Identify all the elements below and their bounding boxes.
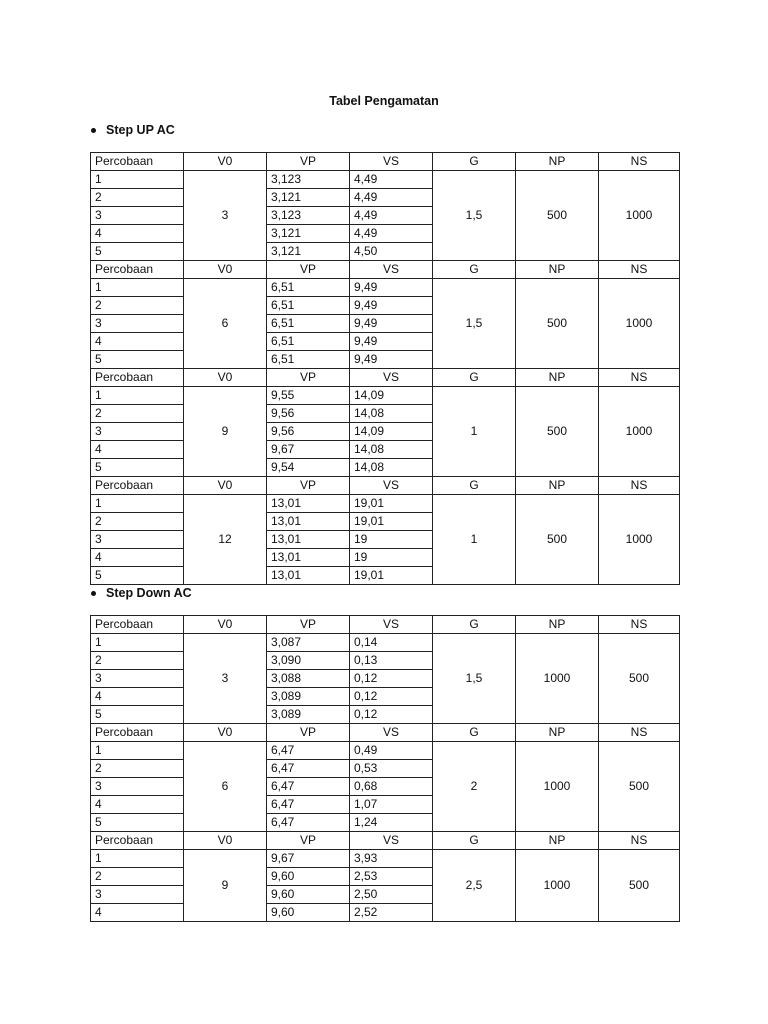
- vp-cell: 9,60: [267, 868, 350, 886]
- vp-cell: 13,01: [267, 495, 350, 513]
- vs-cell: 14,09: [350, 423, 433, 441]
- header-np: NP: [516, 153, 599, 171]
- vp-cell: 6,47: [267, 742, 350, 760]
- trial-number-cell: 1: [91, 279, 184, 297]
- trial-number-cell: 4: [91, 441, 184, 459]
- vp-cell: 6,47: [267, 814, 350, 832]
- header-vp: VP: [267, 477, 350, 495]
- v0-cell: 12: [184, 495, 267, 585]
- vp-cell: 13,01: [267, 531, 350, 549]
- vs-cell: 4,49: [350, 171, 433, 189]
- vp-cell: 9,67: [267, 850, 350, 868]
- step-down-table: [90, 615, 680, 922]
- np-cell: 1000: [516, 850, 599, 922]
- vs-cell: 0,13: [350, 652, 433, 670]
- vs-cell: 1,07: [350, 796, 433, 814]
- bullet-icon: [91, 128, 96, 133]
- vp-cell: 9,54: [267, 459, 350, 477]
- trial-number-cell: 2: [91, 297, 184, 315]
- vs-cell: 0,53: [350, 760, 433, 778]
- vp-cell: 3,090: [267, 652, 350, 670]
- np-cell: 1000: [516, 634, 599, 724]
- vs-cell: 14,08: [350, 405, 433, 423]
- document-title: Tabel Pengamatan: [329, 94, 439, 108]
- header-vs: VS: [350, 261, 433, 279]
- trial-number-cell: 1: [91, 495, 184, 513]
- vs-cell: 19: [350, 531, 433, 549]
- trial-number-cell: 3: [91, 886, 184, 904]
- trial-number-cell: 2: [91, 405, 184, 423]
- trial-number-cell: 3: [91, 778, 184, 796]
- header-percobaan: Percobaan: [91, 369, 184, 387]
- v0-cell: 6: [184, 742, 267, 832]
- header-percobaan: Percobaan: [91, 616, 184, 634]
- trial-number-cell: 3: [91, 207, 184, 225]
- v0-cell: 6: [184, 279, 267, 369]
- section-heading-label: Step UP AC: [106, 123, 175, 137]
- header-vs: VS: [350, 832, 433, 850]
- header-g: G: [433, 616, 516, 634]
- header-vs: VS: [350, 369, 433, 387]
- header-vs: VS: [350, 153, 433, 171]
- header-v0: V0: [184, 724, 267, 742]
- v0-cell: 3: [184, 171, 267, 261]
- header-np: NP: [516, 369, 599, 387]
- vs-cell: 0,12: [350, 706, 433, 724]
- trial-number-cell: 5: [91, 567, 184, 585]
- vs-cell: 2,50: [350, 886, 433, 904]
- header-ns: NS: [599, 832, 680, 850]
- table-row: [91, 279, 680, 297]
- vp-cell: 13,01: [267, 549, 350, 567]
- header-v0: V0: [184, 477, 267, 495]
- vs-cell: 9,49: [350, 315, 433, 333]
- table-header-row: [91, 616, 680, 634]
- vp-cell: 3,121: [267, 225, 350, 243]
- vs-cell: 4,49: [350, 225, 433, 243]
- header-v0: V0: [184, 832, 267, 850]
- table-row: [91, 171, 680, 189]
- trial-number-cell: 2: [91, 513, 184, 531]
- vp-cell: 3,088: [267, 670, 350, 688]
- trial-number-cell: 1: [91, 171, 184, 189]
- vp-cell: 3,121: [267, 243, 350, 261]
- vp-cell: 6,51: [267, 297, 350, 315]
- header-ns: NS: [599, 261, 680, 279]
- header-g: G: [433, 369, 516, 387]
- header-vp: VP: [267, 832, 350, 850]
- ns-cell: 1000: [599, 495, 680, 585]
- header-np: NP: [516, 261, 599, 279]
- vp-cell: 3,123: [267, 207, 350, 225]
- header-np: NP: [516, 477, 599, 495]
- vs-cell: 14,09: [350, 387, 433, 405]
- trial-number-cell: 5: [91, 459, 184, 477]
- vs-cell: 19,01: [350, 495, 433, 513]
- header-vp: VP: [267, 153, 350, 171]
- vs-cell: 0,68: [350, 778, 433, 796]
- bullet-icon: [91, 591, 96, 596]
- header-vs: VS: [350, 616, 433, 634]
- header-np: NP: [516, 724, 599, 742]
- v0-cell: 9: [184, 387, 267, 477]
- header-percobaan: Percobaan: [91, 153, 184, 171]
- trial-number-cell: 3: [91, 531, 184, 549]
- trial-number-cell: 2: [91, 760, 184, 778]
- vs-cell: 19: [350, 549, 433, 567]
- trial-number-cell: 4: [91, 333, 184, 351]
- np-cell: 1000: [516, 742, 599, 832]
- vp-cell: 9,60: [267, 886, 350, 904]
- np-cell: 500: [516, 387, 599, 477]
- header-ns: NS: [599, 153, 680, 171]
- header-vp: VP: [267, 616, 350, 634]
- vp-cell: 3,089: [267, 688, 350, 706]
- vp-cell: 13,01: [267, 513, 350, 531]
- vs-cell: 9,49: [350, 297, 433, 315]
- table-header-row: [91, 832, 680, 850]
- ns-cell: 500: [599, 742, 680, 832]
- trial-number-cell: 1: [91, 850, 184, 868]
- g-cell: 1: [433, 495, 516, 585]
- vs-cell: 0,12: [350, 688, 433, 706]
- header-ns: NS: [599, 477, 680, 495]
- ns-cell: 1000: [599, 387, 680, 477]
- table-row: [91, 387, 680, 405]
- table-header-row: [91, 261, 680, 279]
- header-percobaan: Percobaan: [91, 477, 184, 495]
- vp-cell: 3,089: [267, 706, 350, 724]
- header-v0: V0: [184, 153, 267, 171]
- vp-cell: 9,56: [267, 405, 350, 423]
- vp-cell: 3,123: [267, 171, 350, 189]
- vp-cell: 3,087: [267, 634, 350, 652]
- trial-number-cell: 1: [91, 387, 184, 405]
- ns-cell: 500: [599, 634, 680, 724]
- trial-number-cell: 5: [91, 351, 184, 369]
- ns-cell: 500: [599, 850, 680, 922]
- header-v0: V0: [184, 616, 267, 634]
- trial-number-cell: 5: [91, 706, 184, 724]
- vs-cell: 0,12: [350, 670, 433, 688]
- trial-number-cell: 4: [91, 549, 184, 567]
- g-cell: 1,5: [433, 171, 516, 261]
- v0-cell: 9: [184, 850, 267, 922]
- g-cell: 1,5: [433, 279, 516, 369]
- table-header-row: [91, 477, 680, 495]
- table-header-row: [91, 369, 680, 387]
- g-cell: 2,5: [433, 850, 516, 922]
- vp-cell: 6,51: [267, 315, 350, 333]
- header-g: G: [433, 153, 516, 171]
- vs-cell: 4,49: [350, 189, 433, 207]
- vp-cell: 6,51: [267, 279, 350, 297]
- header-g: G: [433, 261, 516, 279]
- trial-number-cell: 5: [91, 814, 184, 832]
- trial-number-cell: 2: [91, 189, 184, 207]
- section-heading-label: Step Down AC: [106, 586, 192, 600]
- trial-number-cell: 2: [91, 652, 184, 670]
- vs-cell: 1,24: [350, 814, 433, 832]
- header-g: G: [433, 832, 516, 850]
- header-vs: VS: [350, 724, 433, 742]
- header-vp: VP: [267, 369, 350, 387]
- vs-cell: 4,49: [350, 207, 433, 225]
- vs-cell: 14,08: [350, 459, 433, 477]
- vp-cell: 9,67: [267, 441, 350, 459]
- ns-cell: 1000: [599, 279, 680, 369]
- v0-cell: 3: [184, 634, 267, 724]
- header-percobaan: Percobaan: [91, 832, 184, 850]
- vp-cell: 9,55: [267, 387, 350, 405]
- table-row: [91, 634, 680, 652]
- header-np: NP: [516, 832, 599, 850]
- vs-cell: 9,49: [350, 279, 433, 297]
- np-cell: 500: [516, 495, 599, 585]
- vp-cell: 9,60: [267, 904, 350, 922]
- header-g: G: [433, 724, 516, 742]
- section-heading-step-down: [91, 586, 192, 600]
- vs-cell: 14,08: [350, 441, 433, 459]
- header-vp: VP: [267, 724, 350, 742]
- vs-cell: 9,49: [350, 333, 433, 351]
- table-row: [91, 850, 680, 868]
- table-row: [91, 495, 680, 513]
- trial-number-cell: 2: [91, 868, 184, 886]
- header-percobaan: Percobaan: [91, 261, 184, 279]
- trial-number-cell: 4: [91, 904, 184, 922]
- trial-number-cell: 4: [91, 688, 184, 706]
- header-v0: V0: [184, 261, 267, 279]
- section-heading-step-up: [91, 123, 175, 137]
- step-up-table: [90, 152, 680, 585]
- header-vp: VP: [267, 261, 350, 279]
- trial-number-cell: 3: [91, 423, 184, 441]
- trial-number-cell: 4: [91, 225, 184, 243]
- g-cell: 2: [433, 742, 516, 832]
- g-cell: 1: [433, 387, 516, 477]
- vp-cell: 3,121: [267, 189, 350, 207]
- header-v0: V0: [184, 369, 267, 387]
- vs-cell: 2,52: [350, 904, 433, 922]
- header-ns: NS: [599, 724, 680, 742]
- table-header-row: [91, 153, 680, 171]
- vs-cell: 0,49: [350, 742, 433, 760]
- vs-cell: 3,93: [350, 850, 433, 868]
- vp-cell: 6,47: [267, 760, 350, 778]
- trial-number-cell: 3: [91, 670, 184, 688]
- table-row: [91, 742, 680, 760]
- header-percobaan: Percobaan: [91, 724, 184, 742]
- trial-number-cell: 5: [91, 243, 184, 261]
- np-cell: 500: [516, 171, 599, 261]
- trial-number-cell: 1: [91, 634, 184, 652]
- vs-cell: 9,49: [350, 351, 433, 369]
- vs-cell: 0,14: [350, 634, 433, 652]
- header-ns: NS: [599, 369, 680, 387]
- header-ns: NS: [599, 616, 680, 634]
- header-np: NP: [516, 616, 599, 634]
- g-cell: 1,5: [433, 634, 516, 724]
- vp-cell: 6,51: [267, 351, 350, 369]
- trial-number-cell: 4: [91, 796, 184, 814]
- vs-cell: 19,01: [350, 513, 433, 531]
- vp-cell: 6,51: [267, 333, 350, 351]
- np-cell: 500: [516, 279, 599, 369]
- header-vs: VS: [350, 477, 433, 495]
- trial-number-cell: 1: [91, 742, 184, 760]
- vp-cell: 6,47: [267, 796, 350, 814]
- vp-cell: 13,01: [267, 567, 350, 585]
- vs-cell: 4,50: [350, 243, 433, 261]
- ns-cell: 1000: [599, 171, 680, 261]
- trial-number-cell: 3: [91, 315, 184, 333]
- vs-cell: 19,01: [350, 567, 433, 585]
- table-header-row: [91, 724, 680, 742]
- header-g: G: [433, 477, 516, 495]
- vs-cell: 2,53: [350, 868, 433, 886]
- vp-cell: 9,56: [267, 423, 350, 441]
- vp-cell: 6,47: [267, 778, 350, 796]
